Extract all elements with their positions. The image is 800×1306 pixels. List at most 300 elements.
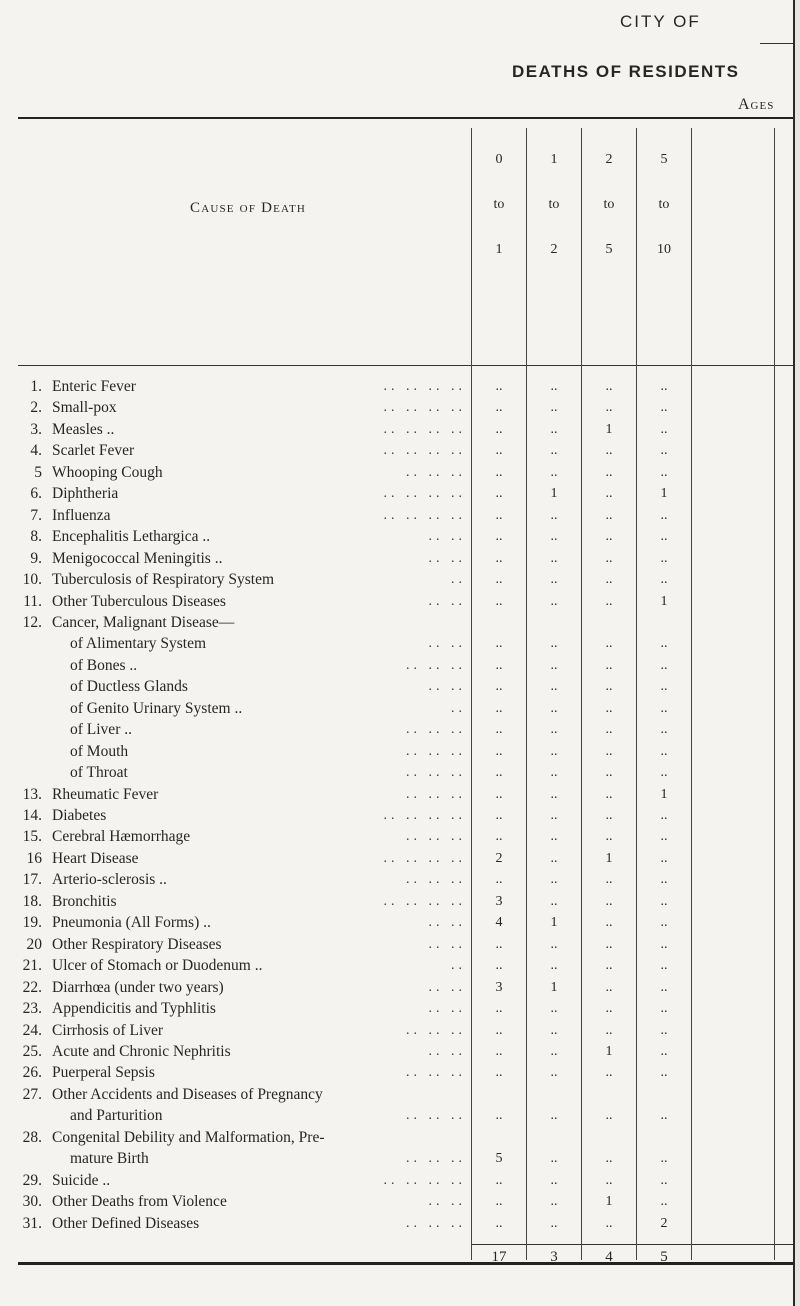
age-count-cell: 2	[660, 1215, 668, 1231]
table-row	[0, 678, 793, 695]
age-count-cell: ..	[605, 1022, 613, 1038]
row-number: 16	[26, 849, 42, 867]
table-row	[0, 700, 793, 717]
age-group-to-word: to	[493, 197, 505, 212]
age-count-cell: ..	[550, 1001, 558, 1017]
age-count-cell: ..	[605, 872, 613, 888]
row-number: 26.	[22, 1064, 42, 1082]
table-row	[0, 421, 793, 438]
age-count-cell: ..	[550, 421, 558, 437]
age-count-cell: ..	[550, 636, 558, 652]
age-count-cell: ..	[495, 1194, 503, 1210]
dot-leader: .. .. .. ..	[383, 379, 466, 394]
dot-leader: ..	[451, 958, 466, 974]
cause-label: Cirrhosis of Liver	[52, 1021, 164, 1039]
dot-leader: .. ..	[428, 636, 466, 652]
age-count-cell: ..	[495, 1172, 503, 1188]
row-number: 28.	[22, 1128, 42, 1146]
table-row	[0, 764, 793, 781]
table-row	[0, 936, 793, 953]
age-count-cell: 1	[550, 915, 558, 931]
row-number: 24.	[22, 1021, 42, 1039]
age-count-cell: ..	[605, 379, 613, 394]
age-count-cell: ..	[605, 1151, 613, 1167]
age-count-cell: ..	[550, 529, 558, 545]
age-count-cell: ..	[605, 765, 613, 781]
row-number: 13.	[22, 785, 42, 803]
cause-label: Influenza	[52, 506, 111, 524]
table-row	[0, 1000, 793, 1017]
cause-label: Other Deaths from Violence	[52, 1193, 227, 1211]
table-row	[0, 1107, 793, 1124]
age-group-until: 1	[495, 242, 503, 257]
age-count-cell: ..	[550, 850, 558, 866]
row-number: 30.	[22, 1193, 42, 1211]
dot-leader: ..	[451, 700, 466, 716]
age-count-cell: ..	[495, 464, 503, 480]
age-count-cell: ..	[495, 872, 503, 888]
cause-label: Scarlet Fever	[52, 442, 135, 460]
table-row	[0, 485, 793, 502]
age-count-cell: ..	[660, 829, 668, 845]
age-count-cell: ..	[660, 443, 668, 459]
age-count-cell: ..	[660, 808, 668, 823]
age-count-cell: 1	[550, 486, 558, 502]
age-count-cell: ..	[605, 507, 613, 523]
age-count-cell: 2	[495, 850, 503, 866]
row-number: 15.	[22, 828, 42, 846]
table-row	[0, 399, 793, 416]
cause-label: Arterio-sclerosis ..	[52, 871, 167, 889]
age-count-cell: 1	[660, 593, 668, 609]
row-number: 12.	[22, 613, 42, 631]
age-count-cell: ..	[550, 872, 558, 888]
header-bottom-rule	[18, 365, 793, 366]
table-row	[0, 464, 793, 481]
age-count-cell: ..	[495, 443, 503, 459]
cause-label: Other Accidents and Diseases of Pregnancy	[52, 1085, 323, 1103]
age-count-cell: 1	[605, 1043, 613, 1059]
age-group-from: 0	[495, 152, 503, 167]
cause-label: Suicide ..	[52, 1171, 111, 1189]
age-count-cell: ..	[550, 464, 558, 480]
cause-label: of Mouth	[70, 742, 129, 760]
row-number: 11.	[23, 592, 42, 610]
age-count-cell: ..	[550, 550, 558, 566]
age-count-cell: ..	[550, 657, 558, 673]
table-row	[0, 979, 793, 996]
cause-label: Cerebral Hæmorrhage	[52, 828, 191, 846]
age-count-cell: ..	[605, 1172, 613, 1188]
age-group-from: 2	[605, 152, 613, 167]
dot-leader: .. .. ..	[406, 1151, 466, 1167]
age-count-cell: 1	[660, 486, 668, 502]
cause-label: Puerperal Sepsis	[52, 1064, 155, 1082]
table-row	[0, 571, 793, 588]
dot-leader: .. .. ..	[406, 786, 466, 802]
column-divider	[471, 128, 472, 1260]
age-count-cell: ..	[660, 464, 668, 480]
dot-leader: ..	[451, 572, 466, 588]
age-group-until: 5	[605, 242, 613, 257]
dot-leader: .. .. .. ..	[383, 400, 466, 416]
age-count-cell: ..	[660, 1172, 668, 1188]
age-count-cell: ..	[550, 743, 558, 759]
age-count-cell: ..	[550, 765, 558, 781]
age-count-cell: 1	[550, 979, 558, 995]
dot-leader: .. .. ..	[406, 1065, 466, 1081]
age-count-cell: ..	[550, 379, 558, 394]
age-count-cell: ..	[605, 893, 613, 909]
row-number: 7.	[30, 506, 42, 524]
cause-of-death-header: Cause of Death	[190, 200, 307, 216]
age-count-cell: ..	[495, 379, 503, 394]
dot-leader: .. .. .. ..	[383, 421, 466, 437]
age-count-cell: ..	[660, 1151, 668, 1167]
age-count-cell: ..	[550, 808, 558, 823]
age-group-to-word: to	[603, 197, 615, 212]
cause-label: Appendicitis and Typhlitis	[52, 1000, 216, 1018]
cause-label: Other Defined Diseases	[52, 1214, 200, 1232]
cause-label: Other Tuberculous Diseases	[52, 592, 226, 610]
age-count-cell: 3	[495, 893, 503, 909]
table-row	[0, 657, 793, 674]
row-number: 27.	[22, 1085, 42, 1103]
age-count-cell: ..	[495, 529, 503, 545]
age-count-cell: ..	[605, 1215, 613, 1231]
age-count-cell: ..	[605, 1065, 613, 1081]
age-count-cell: ..	[495, 486, 503, 502]
age-count-cell: ..	[550, 936, 558, 952]
age-count-cell: ..	[550, 1151, 558, 1167]
age-count-cell: ..	[660, 915, 668, 931]
row-number: 3.	[30, 420, 42, 438]
dot-leader: .. .. ..	[406, 1108, 466, 1124]
cause-label: Small-pox	[52, 399, 117, 417]
age-count-cell: ..	[550, 700, 558, 716]
age-count-cell: 1	[605, 421, 613, 437]
dot-leader: .. ..	[428, 979, 466, 995]
totals-rule	[472, 1244, 793, 1245]
age-count-cell: ..	[495, 1215, 503, 1231]
dot-leader: .. ..	[428, 593, 466, 609]
age-count-cell: ..	[550, 1215, 558, 1231]
age-count-cell: ..	[550, 572, 558, 588]
age-count-cell: ..	[660, 893, 668, 909]
age-group-until: 10	[657, 242, 671, 257]
age-count-cell: ..	[550, 400, 558, 416]
table-row	[0, 743, 793, 760]
age-count-cell: ..	[660, 657, 668, 673]
age-count-cell: ..	[495, 958, 503, 974]
column-divider	[774, 128, 775, 1260]
age-count-cell: ..	[660, 400, 668, 416]
age-count-cell: 3	[495, 979, 503, 995]
row-number: 6.	[30, 485, 42, 503]
age-count-cell: ..	[495, 657, 503, 673]
dot-leader: .. .. ..	[406, 722, 466, 738]
row-number: 8.	[30, 528, 42, 546]
age-count-cell: ..	[660, 958, 668, 974]
cause-label: Menigococcal Meningitis ..	[52, 549, 223, 567]
age-count-cell: ..	[550, 829, 558, 845]
cause-label: of Alimentary System	[70, 635, 207, 653]
table-row	[0, 442, 793, 459]
age-group-to-word: to	[658, 197, 670, 212]
age-count-cell: ..	[660, 1194, 668, 1210]
row-number: 20	[26, 935, 42, 953]
age-count-cell: ..	[660, 421, 668, 437]
age-count-cell: ..	[605, 786, 613, 802]
age-count-cell: ..	[550, 722, 558, 738]
dot-leader: .. .. ..	[406, 1022, 466, 1038]
cause-label: Encephalitis Lethargica ..	[52, 528, 211, 546]
column-total: 4	[605, 1249, 613, 1265]
cause-label: Congenital Debility and Malformation, Pre-	[52, 1128, 325, 1146]
age-count-cell: ..	[605, 657, 613, 673]
dot-leader: .. .. .. ..	[383, 486, 466, 502]
dot-leader: .. .. ..	[406, 829, 466, 845]
age-count-cell: ..	[605, 550, 613, 566]
cause-label: Cancer, Malignant Disease—	[52, 613, 235, 631]
cause-label: Diphtheria	[52, 485, 119, 503]
cause-label: Acute and Chronic Nephritis	[52, 1042, 231, 1060]
age-count-cell: ..	[660, 872, 668, 888]
dot-leader: .. .. ..	[406, 657, 466, 673]
table-row	[0, 1043, 793, 1060]
age-count-cell: ..	[660, 722, 668, 738]
age-count-cell: 5	[495, 1151, 503, 1167]
column-divider	[691, 128, 692, 1260]
row-number: 22.	[22, 978, 42, 996]
dot-leader: .. .. ..	[406, 1215, 466, 1231]
cause-label: Other Respiratory Diseases	[52, 935, 222, 953]
age-count-cell: ..	[660, 379, 668, 394]
cause-label: of Genito Urinary System ..	[70, 699, 243, 717]
age-count-cell: ..	[605, 1001, 613, 1017]
dot-leader: .. .. ..	[406, 765, 466, 781]
age-count-cell: ..	[495, 636, 503, 652]
age-count-cell: ..	[495, 400, 503, 416]
age-count-cell: ..	[495, 1108, 503, 1124]
dot-leader: .. .. .. ..	[383, 1172, 466, 1188]
dot-leader: .. .. .. ..	[383, 808, 466, 823]
age-count-cell: ..	[605, 572, 613, 588]
row-number: 29.	[22, 1171, 42, 1189]
age-count-cell: ..	[550, 958, 558, 974]
row-number: 10.	[22, 571, 42, 589]
table-row	[0, 871, 793, 888]
age-count-cell: ..	[495, 550, 503, 566]
cause-label: Diabetes	[52, 807, 107, 824]
age-count-cell: ..	[550, 1108, 558, 1124]
age-count-cell: ..	[495, 572, 503, 588]
cause-label: and Parturition	[70, 1107, 163, 1125]
age-count-cell: ..	[660, 1108, 668, 1124]
age-count-cell: ..	[660, 529, 668, 545]
age-count-cell: ..	[660, 850, 668, 866]
cause-label: Pneumonia (All Forms) ..	[52, 914, 211, 932]
age-count-cell: ..	[495, 421, 503, 437]
age-count-cell: ..	[550, 893, 558, 909]
table-row	[0, 1086, 793, 1103]
column-total: 3	[550, 1249, 558, 1265]
table-row	[0, 1193, 793, 1210]
cause-label: Ulcer of Stomach or Duodenum ..	[52, 957, 263, 975]
page-edge	[793, 0, 800, 1306]
age-count-cell: ..	[550, 1194, 558, 1210]
dot-leader: .. ..	[428, 1043, 466, 1059]
row-number: 14.	[22, 807, 42, 824]
cause-label: Bronchitis	[52, 892, 117, 910]
age-count-cell: ..	[550, 593, 558, 609]
dot-leader: .. ..	[428, 936, 466, 952]
column-divider	[526, 128, 527, 1260]
dot-leader: .. .. ..	[406, 872, 466, 888]
age-count-cell: ..	[660, 572, 668, 588]
city-heading: CITY OF	[620, 12, 701, 31]
dot-leader: .. ..	[428, 679, 466, 695]
column-divider	[636, 128, 637, 1260]
age-count-cell: ..	[605, 722, 613, 738]
table-row	[0, 1172, 793, 1189]
dot-leader: .. .. .. ..	[383, 850, 466, 866]
row-number: 2.	[30, 399, 42, 417]
age-count-cell: ..	[660, 936, 668, 952]
table-row	[0, 1129, 793, 1146]
age-count-cell: ..	[550, 507, 558, 523]
table-row	[0, 828, 793, 845]
age-count-cell: ..	[495, 829, 503, 845]
cause-label: Whooping Cough	[52, 463, 163, 481]
table-row	[0, 550, 793, 567]
age-count-cell: 1	[605, 1194, 613, 1210]
cause-label: Measles ..	[52, 420, 115, 438]
age-count-cell: ..	[605, 400, 613, 416]
table-row	[0, 893, 793, 910]
table-row	[0, 1064, 793, 1081]
row-number: 19.	[22, 914, 42, 932]
age-count-cell: ..	[660, 765, 668, 781]
age-count-cell: ..	[660, 1022, 668, 1038]
age-count-cell: ..	[605, 443, 613, 459]
age-count-cell: ..	[660, 979, 668, 995]
cause-label: Enteric Fever	[52, 378, 136, 395]
column-total: 17	[491, 1249, 507, 1265]
cause-label: of Bones ..	[70, 656, 138, 674]
column-divider	[581, 128, 582, 1260]
table-row	[0, 614, 793, 631]
heading-rule	[760, 43, 793, 44]
cause-label: of Throat	[70, 764, 128, 782]
age-count-cell: ..	[605, 700, 613, 716]
age-count-cell: ..	[495, 593, 503, 609]
dot-leader: .. .. .. ..	[383, 443, 466, 459]
table-row	[0, 1150, 793, 1167]
cause-label: mature Birth	[70, 1150, 149, 1168]
row-number: 9.	[30, 549, 42, 567]
age-count-cell: ..	[605, 529, 613, 545]
age-count-cell: ..	[660, 1001, 668, 1017]
table-row	[0, 378, 793, 395]
dot-leader: .. .. .. ..	[383, 507, 466, 523]
table-row	[0, 786, 793, 803]
age-count-cell: ..	[550, 1022, 558, 1038]
table-row	[0, 635, 793, 652]
age-group-to-word: to	[548, 197, 560, 212]
age-count-cell: ..	[605, 958, 613, 974]
age-count-cell: ..	[550, 1065, 558, 1081]
age-count-cell: ..	[605, 593, 613, 609]
cause-label: of Liver ..	[70, 721, 132, 739]
age-count-cell: 4	[495, 915, 503, 931]
table-row	[0, 807, 793, 824]
row-number: 1.	[30, 378, 42, 395]
age-count-cell: ..	[605, 936, 613, 952]
cause-label: Diarrhœa (under two years)	[52, 978, 224, 996]
age-count-cell: ..	[605, 829, 613, 845]
dot-leader: .. ..	[428, 1194, 466, 1210]
age-count-cell: ..	[495, 936, 503, 952]
age-count-cell: ..	[605, 486, 613, 502]
age-count-cell: ..	[660, 507, 668, 523]
age-count-cell: ..	[605, 915, 613, 931]
row-number: 17.	[22, 871, 42, 889]
age-count-cell: ..	[495, 1065, 503, 1081]
table-row	[0, 528, 793, 545]
age-count-cell: ..	[495, 507, 503, 523]
dot-leader: .. .. ..	[406, 464, 466, 480]
row-number: 21.	[22, 957, 42, 975]
cause-label: Heart Disease	[52, 849, 139, 867]
table-row	[0, 957, 793, 974]
row-number: 18.	[22, 892, 42, 910]
age-count-cell: ..	[605, 464, 613, 480]
row-number: 25.	[22, 1042, 42, 1060]
column-total: 5	[660, 1249, 668, 1265]
table-top-rule	[18, 117, 793, 119]
table-row	[0, 914, 793, 931]
table-row	[0, 1022, 793, 1039]
dot-leader: .. ..	[428, 915, 466, 931]
row-number: 5	[34, 463, 42, 481]
table-row	[0, 593, 793, 610]
age-count-cell: ..	[660, 636, 668, 652]
cause-label: of Ductless Glands	[70, 678, 188, 696]
age-count-cell: ..	[495, 1022, 503, 1038]
age-count-cell: ..	[550, 443, 558, 459]
age-count-cell: ..	[495, 722, 503, 738]
dot-leader: .. ..	[428, 550, 466, 566]
age-count-cell: ..	[605, 1108, 613, 1124]
age-count-cell: ..	[550, 1043, 558, 1059]
age-count-cell: ..	[605, 679, 613, 695]
age-count-cell: ..	[660, 679, 668, 695]
age-group-until: 2	[550, 242, 558, 257]
age-count-cell: ..	[495, 679, 503, 695]
age-count-cell: ..	[605, 743, 613, 759]
age-count-cell: ..	[660, 1043, 668, 1059]
age-count-cell: ..	[605, 808, 613, 823]
age-count-cell: ..	[495, 743, 503, 759]
age-count-cell: ..	[660, 743, 668, 759]
age-count-cell: ..	[605, 636, 613, 652]
age-group-from: 1	[550, 152, 558, 167]
table-title: DEATHS OF RESIDENTS	[512, 62, 740, 81]
age-count-cell: 1	[605, 850, 613, 866]
table-row	[0, 1215, 793, 1232]
age-count-cell: ..	[495, 765, 503, 781]
